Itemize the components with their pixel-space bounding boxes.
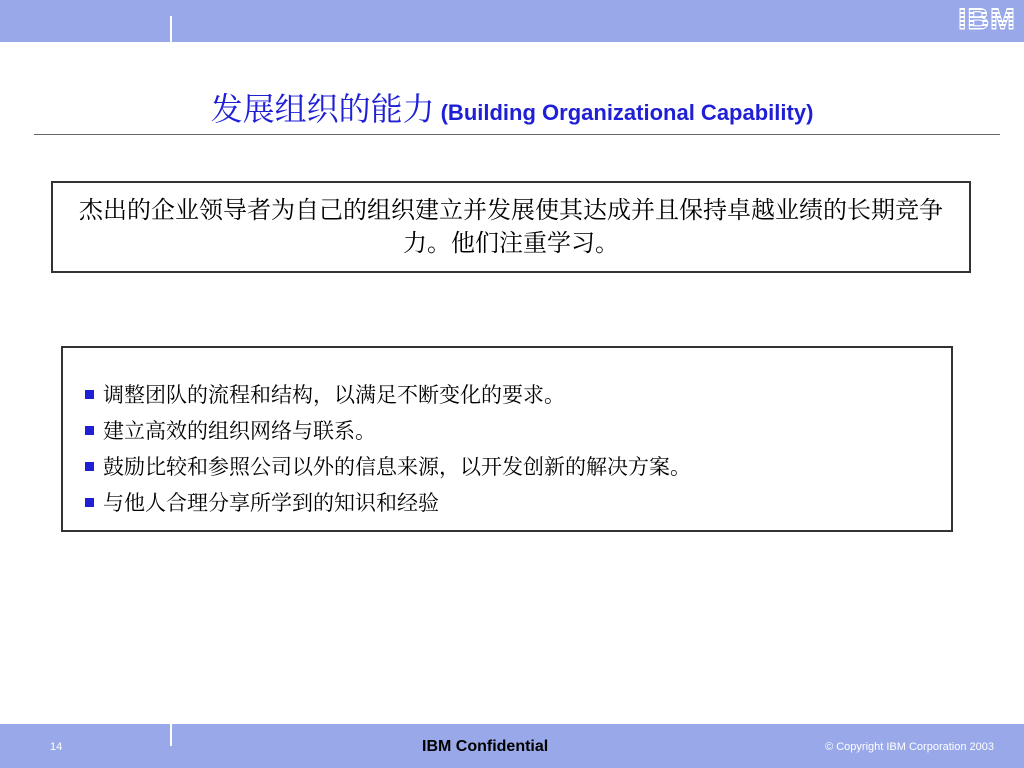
quote-text: 杰出的企业领导者为自己的组织建立并发展使其达成并且保持卓越业绩的长期竞争力。他们注重学习。 xyxy=(79,196,943,257)
top-bar xyxy=(0,0,1024,42)
bullet-list-box xyxy=(61,346,953,532)
list-item-text: 建立高效的组织网络与联系。 xyxy=(103,419,376,443)
slide-title xyxy=(0,84,1024,130)
list-item xyxy=(85,448,951,484)
list-item xyxy=(85,412,951,448)
bottom-bar-tick xyxy=(170,724,172,746)
list-item xyxy=(85,376,951,412)
slide-title-chinese: 发展组织的能力 xyxy=(210,90,435,128)
list-item-text: 与他人合理分享所学到的知识和经验 xyxy=(103,491,439,515)
ibm-logo: IBM xyxy=(958,3,1016,36)
square-bullet-icon xyxy=(85,390,94,399)
page-number: 14 xyxy=(50,741,63,753)
copyright-notice: © Copyright IBM Corporation 2003 xyxy=(825,741,994,753)
square-bullet-icon xyxy=(85,426,94,435)
square-bullet-icon xyxy=(85,462,94,471)
square-bullet-icon xyxy=(85,498,94,507)
confidential-label: IBM Confidential xyxy=(422,738,549,755)
list-item-text: 调整团队的流程和结构，以满足不断变化的要求。 xyxy=(103,383,565,407)
top-bar-tick xyxy=(170,16,172,42)
list-item xyxy=(85,484,951,520)
quote-box xyxy=(51,181,971,273)
slide-title-english: (Building Organizational Capability) xyxy=(440,100,814,125)
list-item-text: 鼓励比较和参照公司以外的信息来源，以开发创新的解决方案。 xyxy=(103,455,691,479)
title-divider xyxy=(34,134,1000,135)
